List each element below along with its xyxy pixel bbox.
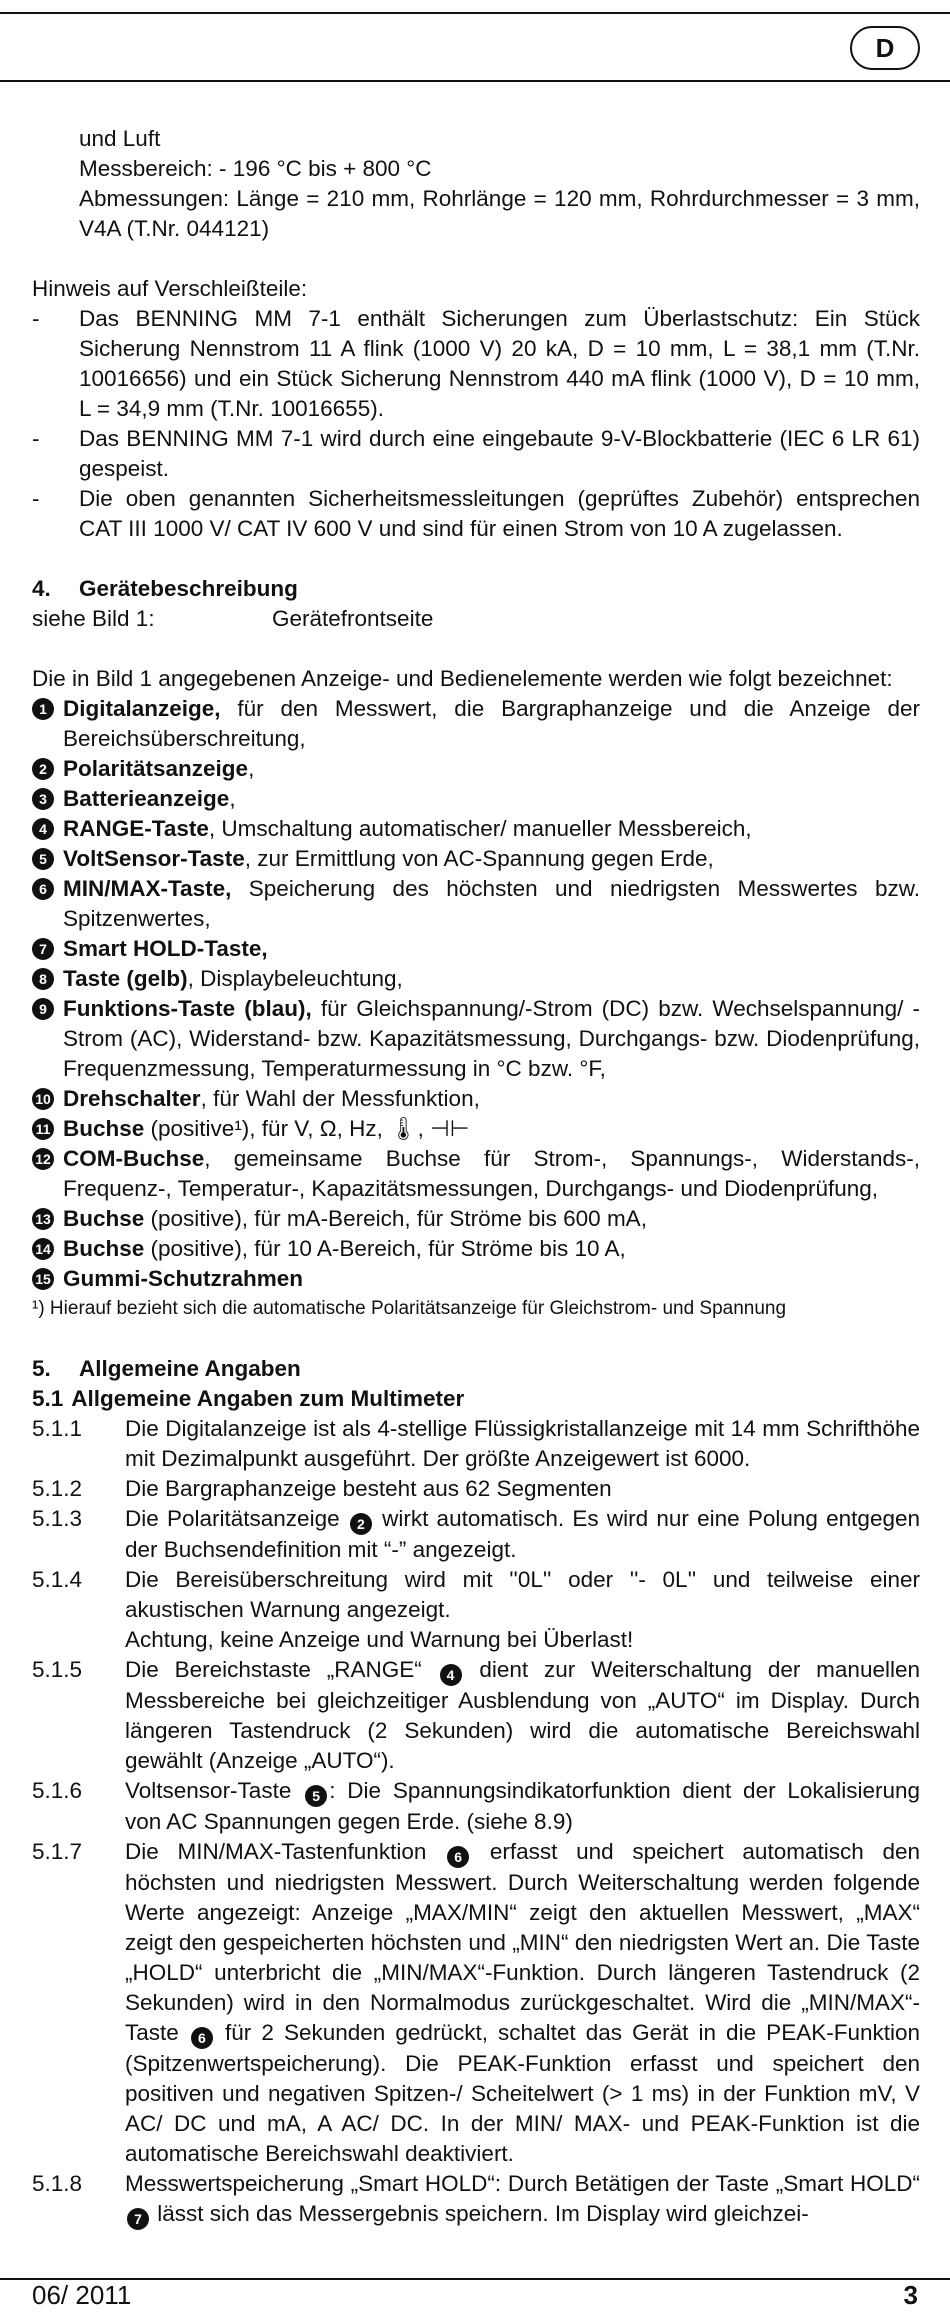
spec-number: 5.1.6 [32,1778,83,1803]
top-rule [0,12,950,14]
spec-number: 5.1.3 [32,1506,83,1531]
element-name: MIN/MAX-Taste, [63,876,232,901]
element-item [32,874,920,934]
spec-item [32,1837,920,2169]
element-list [32,694,920,1294]
element-description: für den Messwert, die Bargraphanzeige und die Anzeige der Bereichsüberschreitung, [63,696,920,751]
intro-line: Messbereich: - 196 °C bis + 800 °C [79,156,432,181]
element-description: , [229,786,236,811]
number-badge: 5 [305,1785,327,1807]
element-description: , Umschaltung automatischer/ manueller Messbereich, [208,816,752,841]
element-name: Buchse [63,1206,145,1231]
number-badge: 9 [32,998,54,1020]
spec-text: Die Bargraphanzeige besteht aus 62 Segmenten [125,1476,612,1501]
element-item [32,784,920,814]
number-badge: 6 [191,2027,213,2049]
element-item [32,1234,920,1264]
spec-number: 5.1.7 [32,1839,83,1864]
footer-date: 06/ 2011 [32,2280,132,2310]
element-name: COM-Buchse [63,1146,205,1171]
spec-text: für 2 Sekunden gedrückt, schaltet das Gerät in die PEAK-Funktion (Spitzenwertspeicherung). Die PEAK-Funktion erfasst und speichert den positiven und negativen Spitzen-/ Scheitelwert (> 1 ms) in der Funktion mV, V AC/ DC und mA, A AC/ DC. In der MIN/ MAX- und PEAK-Funktion ist die automatische Bereichswahl deaktiviert. [125,2020,921,2166]
spec-item [32,1504,920,1565]
element-name: Buchse [63,1116,145,1141]
spec-item [32,1655,920,1776]
spec-item [32,1474,920,1504]
spec-list [32,1414,920,2230]
spec-item [32,1414,920,1474]
intro-line: und Luft [79,126,161,151]
section-5-1-heading: 5.1 Allgemeine Angaben zum Multimeter [32,1386,465,1411]
figure-reference: siehe Bild 1: Gerätefrontseite [32,606,434,631]
intro-block [32,124,920,244]
footnote: ¹) Hierauf bezieht sich die automatische Polaritätsanzeige für Gleichstrom- und Spannung [32,1298,787,1319]
wear-item: - Das BENNING MM 7-1 wird durch eine eingebaute 9-V-Blockbatterie (IEC 6 LR 61) gespeist. [32,426,920,481]
element-description: (positive), für 10 A-Bereich, für Ströme bis 10 A, [144,1236,626,1261]
element-description: , gemeinsame Buchse für Strom-, Spannungs-, Widerstands-, Frequenz-, Temperatur-, Kapazitätsmessungen, Durchgangs- und Diodenprüfung, [63,1146,920,1201]
element-description: für Gleichspannung/-Strom (DC) bzw. Wechselspannung/ -Strom (AC), Widerstand- bzw. Kapazitätsmessung, Durchgangs- bzw. Diodenprüfung, Frequenzmessung, Temperaturmessung in °C bzw. °F, [63,996,920,1081]
spec-item [32,1565,920,1655]
element-name: Digitalanzeige, [63,696,221,721]
number-badge: 10 [32,1088,54,1110]
number-badge: 4 [440,1664,462,1686]
spec-text: erfasst und speichert automatisch den höchsten und niedrigsten Messwert. Durch Weiterschaltung werden folgende Werte angezeigt: Anzeige „MAX/MIN“ zeigt den aktuellen Messwert, „MAX“ zeigt den gespeicherten höchsten und „MIN“ den niedrigsten Wert an. Die Taste „HOLD“ unterbricht die „MIN/MAX“-Funktion. Durch längeren Tastendruck (2 Sekunden) wird in den Normalmodus zurückgeschaltet. Wird die „MIN/MAX“-Taste [125,1839,921,2045]
footer-rule [0,2278,950,2280]
number-badge: 5 [32,848,54,870]
number-badge: 8 [32,968,54,990]
element-name: VoltSensor-Taste [63,846,245,871]
element-name: Polaritätsanzeige [63,756,249,781]
element-name: Taste (gelb) [63,966,188,991]
number-badge: 3 [32,788,54,810]
element-item [32,994,920,1084]
element-name: Gummi-Schutzrahmen [63,1266,304,1291]
number-badge: 13 [32,1208,54,1230]
spec-text: : Die Spannungsindikatorfunktion dient der Lokalisierung von AC Spannungen gegen Erde. (siehe 8.9) [125,1778,920,1834]
element-name: RANGE-Taste [63,816,209,841]
element-item [32,814,920,844]
element-name: Funktions-Taste (blau), [63,996,312,1021]
element-item [32,1114,920,1144]
spec-item [32,2169,920,2230]
number-badge: 6 [447,1846,469,1868]
element-item [32,934,920,964]
element-item [32,754,920,784]
spec-text: wirkt automatisch. Es wird nur eine Polung entgegen der Buchsendefinition mit “-” angezeigt. [125,1506,920,1562]
spec-text: lässt sich das Messergebnis speichern. Im Display wird gleichzei- [151,2201,809,2226]
spec-number: 5.1.4 [32,1567,83,1592]
number-badge: 4 [32,818,54,840]
wear-item: - Die oben genannten Sicherheitsmessleitungen (geprüftes Zubehör) entsprechen CAT III 1000 V/ CAT IV 600 V und sind für einen Strom von 10 A zugelassen. [32,486,920,541]
wear-heading: Hinweis auf Verschleißteile: [32,276,308,301]
language-badge: D [850,26,920,70]
element-item [32,1204,920,1234]
element-description: , [248,756,255,781]
element-description: , Displaybeleuchtung, [187,966,403,991]
page-content [32,124,920,2230]
page-number: 3 [903,2280,918,2310]
element-description: (positive¹), für V, Ω, Hz, 🌡, ⊣⊢ [144,1116,470,1141]
element-item [32,1264,920,1294]
element-name: Drehschalter [63,1086,201,1111]
wear-item: - Das BENNING MM 7-1 enthält Sicherungen zum Überlastschutz: Ein Stück Sicherung Nennstrom 11 A flink (1000 V) 20 kA, D = 10 mm, L = 38,1 mm (T.Nr. 10016656) und ein Stück Sicherung Nennstrom 440 mA flink (1000 V), D = 10 mm, L = 34,9 mm (T.Nr. 10016655). [32,306,920,421]
number-badge: 12 [32,1148,54,1170]
element-name: Buchse [63,1236,145,1261]
spec-text: Die Bereisüberschreitung wird mit ''0L'' oder ''- 0L'' und teilweise einer akustischen Warnung angezeigt. [125,1567,920,1622]
section-4-lead: Die in Bild 1 angegebenen Anzeige- und Bedienelemente werden wie folgt bezeichnet: [32,666,893,691]
intro-line: Abmessungen: Länge = 210 mm, Rohrlänge = 120 mm, Rohrdurchmesser = 3 mm, V4A (T.Nr. 044121) [79,186,920,241]
spec-text: Die MIN/MAX-Tastenfunktion [125,1839,446,1864]
element-item [32,844,920,874]
element-description: Speicherung des höchsten und niedrigsten Messwertes bzw. Spitzenwertes, [63,876,920,931]
number-badge: 7 [32,938,54,960]
element-name: Smart HOLD-Taste, [63,936,268,961]
spec-text: Die Digitalanzeige ist als 4-stellige Flüssigkristallanzeige mit 14 mm Schrifthöhe mit Dezimalpunkt ausgeführt. Der größte Anzeigewert ist 6000. [125,1416,920,1471]
spec-text: dient zur Weiterschaltung der manuellen Messbereiche bei gleichzeitiger Ausblendung von „AUTO“ im Display. Durch längeren Tastendruck (2 Sekunden) wird die automatische Bereichswahl gewählt (Anzeige „AUTO“). [125,1657,920,1773]
number-badge: 11 [32,1118,54,1140]
number-badge: 1 [32,698,54,720]
spec-text: Die Polaritätsanzeige [125,1506,348,1531]
spec-text: Voltsensor-Taste [125,1778,304,1803]
element-item [32,964,920,994]
spec-text: Die Bereichstaste „RANGE“ [125,1657,438,1682]
section-5-heading: 5. Allgemeine Angaben [32,1356,301,1381]
number-badge: 15 [32,1268,54,1290]
number-badge: 14 [32,1238,54,1260]
element-description: , für Wahl der Messfunktion, [200,1086,480,1111]
number-badge: 6 [32,878,54,900]
spec-number: 5.1.5 [32,1657,83,1682]
element-description: , zur Ermittlung von AC-Spannung gegen Erde, [244,846,714,871]
spec-warning: Achtung, keine Anzeige und Warnung bei Überlast! [125,1627,634,1652]
element-description: (positive), für mA-Bereich, für Ströme bis 600 mA, [144,1206,647,1231]
element-item [32,694,920,754]
element-item [32,1144,920,1204]
header-rule [0,80,950,82]
number-badge: 7 [127,2208,149,2230]
spec-number: 5.1.1 [32,1416,83,1441]
element-name: Batterieanzeige [63,786,230,811]
number-badge: 2 [350,1513,372,1535]
section-4-heading: 4. Gerätebeschreibung [32,576,298,601]
spec-text: Messwertspeicherung „Smart HOLD“: Durch Betätigen der Taste „Smart HOLD“ [125,2171,920,2196]
spec-number: 5.1.2 [32,1476,83,1501]
element-item [32,1084,920,1114]
number-badge: 2 [32,758,54,780]
spec-item [32,1776,920,1837]
spec-number: 5.1.8 [32,2171,83,2196]
